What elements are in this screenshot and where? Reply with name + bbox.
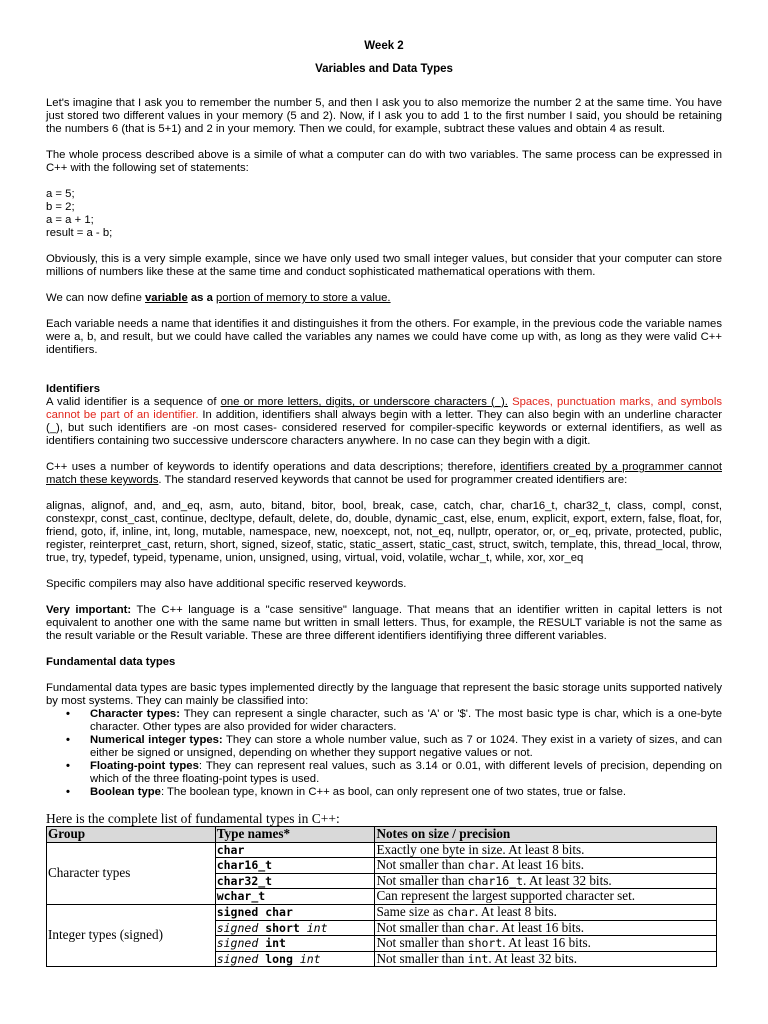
intro-paragraph-2: The whole process described above is a simile of what a computer can do with two variables. The same process can be expressed in C++ with the following set of statements: [46, 149, 722, 174]
list-item: • Character types: They can represent a single character, such as 'A' or '$'. The most basic type is char, which is a one-byte character. Other types are also provided for wider characters. [90, 708, 722, 734]
group-cell: Integer types (signed) [47, 904, 216, 966]
type-name-cell: char [215, 842, 375, 858]
case-sensitivity-note: Very important: The C++ language is a "case sensitive" language. That means that an identifier written in capital letters is not equivalent to another one with the same name but written in small letters. Thus, for example, the RESULT variable is not the same as the result variable or the Result variable. These are three different identifiers identifiying three different variables. [46, 604, 722, 642]
type-name-cell: wchar_t [215, 889, 375, 905]
variable-definition: We can now define variable as a portion of memory to store a value. [46, 292, 391, 304]
type-name-cell: signed char [215, 904, 375, 920]
note-cell: Not smaller than char16_t. At least 32 bits. [375, 873, 717, 889]
code-line: a = 5; [46, 188, 75, 200]
identifiers-paragraph-1: A valid identifier is a sequence of one or more letters, digits, or underscore characters (_). Spaces, punctuation marks, and symbols cannot be part of an identifier. In addition, identifiers shall always begin with a letter. They can also begin with an underline character (_), but such identifiers are -on most cases- considered reserved for compiler-specific keywords or external identifiers, as well as identifiers containing two successive underscore characters anywhere. In no case can they begin with a digit. [46, 396, 722, 447]
table-header-row [47, 827, 717, 843]
note-cell: Not smaller than int. At least 32 bits. [375, 951, 717, 967]
identifier-rule-highlight: Spaces, punctuation marks, and symbols cannot be part of an identifier. [46, 396, 722, 421]
type-name-cell: signed long int [215, 951, 375, 967]
column-header: Type names* [215, 827, 375, 843]
group-cell: Character types [47, 842, 216, 904]
fundamental-types-table [46, 826, 717, 967]
identifiers-paragraph-3: Specific compilers may also have additional specific reserved keywords. [46, 578, 407, 590]
reserved-keywords-list: alignas, alignof, and, and_eq, asm, auto, bitand, bitor, bool, break, case, catch, char, char16_t, char32_t, class, compl, const, constexpr, const_cast, continue, decltype, default, delete, do, double, dynamic_cast, else, enum, explicit, export, extern, false, float, for, friend, goto, if, inline, int, long, mutable, namespace, new, noexcept, not, not_eq, nullptr, operator, or, or_eq, private, protected, public, register, reinterpret_cast, return, short, signed, sizeof, static, static_assert, static_cast, struct, switch, template, this, thread_local, throw, true, try, typedef, typeid, typename, union, unsigned, using, virtual, void, volatile, wchar_t, while, xor, xor_eq [46, 500, 722, 564]
identifiers-heading: Identifiers [46, 383, 100, 395]
document-page [46, 40, 722, 967]
note-cell: Not smaller than char. At least 16 bits. [375, 858, 717, 874]
table-row [47, 842, 717, 858]
fundamental-types-heading: Fundamental data types [46, 656, 176, 668]
type-name-cell: char16_t [215, 858, 375, 874]
type-name-cell: signed short int [215, 920, 375, 936]
note-cell: Not smaller than char. At least 16 bits. [375, 920, 717, 936]
note-cell: Exactly one byte in size. At least 8 bits. [375, 842, 717, 858]
note-cell: Not smaller than short. At least 16 bits. [375, 936, 717, 952]
intro-paragraph-3: Obviously, this is a very simple example, since we have only used two small integer values, but consider that your computer can store millions of numbers like these at the same time and conduct sophisticated mathematical operations with them. [46, 253, 722, 278]
column-header: Group [47, 827, 216, 843]
type-name-cell: char32_t [215, 873, 375, 889]
note-cell: Same size as char. At least 8 bits. [375, 904, 717, 920]
code-example [46, 188, 722, 240]
list-item: • Floating-point types: They can represent real values, such as 3.14 or 0.01, with different levels of precision, depending on which of the three floating-point types is used. [90, 760, 722, 786]
code-line: b = 2; [46, 201, 75, 213]
identifiers-paragraph-2: C++ uses a number of keywords to identify operations and data descriptions; therefore, identifiers created by a programmer cannot match these keywords. The standard reserved keywords that cannot be used for programmer created identifiers are: [46, 461, 722, 486]
type-category-list [46, 708, 722, 799]
list-item: • Boolean type: The boolean type, known in C++ as bool, can only represent one of two states, true or false. [90, 786, 722, 799]
code-line: a = a + 1; [46, 214, 94, 226]
variable-term: variable [145, 292, 188, 304]
column-header: Notes on size / precision [375, 827, 717, 843]
intro-paragraph-1: Let's imagine that I ask you to remember the number 5, and then I ask you to also memorize the number 2 at the same time. You have just stored two different values in your memory (5 and 2). Now, if I ask you to add 1 to the first number I said, you should be retaining the numbers 6 (that is 5+1) and 2 in your memory. Then we could, for example, subtract these values and obtain 4 as result. [46, 97, 722, 135]
page-title: Variables and Data Types [315, 63, 453, 75]
code-line: result = a - b; [46, 227, 113, 239]
fundamental-types-intro: Fundamental data types are basic types implemented directly by the language that represent the basic storage units supported natively by most systems. They can mainly be classified into: [46, 682, 722, 707]
variable-definition-text: portion of memory to store a value. [216, 292, 391, 304]
type-name-cell: signed int [215, 936, 375, 952]
note-cell: Can represent the largest supported character set. [375, 889, 717, 905]
table-caption: Here is the complete list of fundamental types in C++: [46, 811, 340, 826]
list-item: • Numerical integer types: They can store a whole number value, such as 7 or 1024. They exist in a variety of sizes, and can either be signed or unsigned, depending on whether they support negative values or not. [90, 734, 722, 760]
table-row [47, 904, 717, 920]
week-heading: Week 2 [364, 40, 404, 52]
intro-paragraph-4: Each variable needs a name that identifies it and distinguishes it from the others. For example, in the previous code the variable names were a, b, and result, but we could have called the variables any names we could have come up with, as long as they were valid C++ identifiers. [46, 318, 722, 356]
